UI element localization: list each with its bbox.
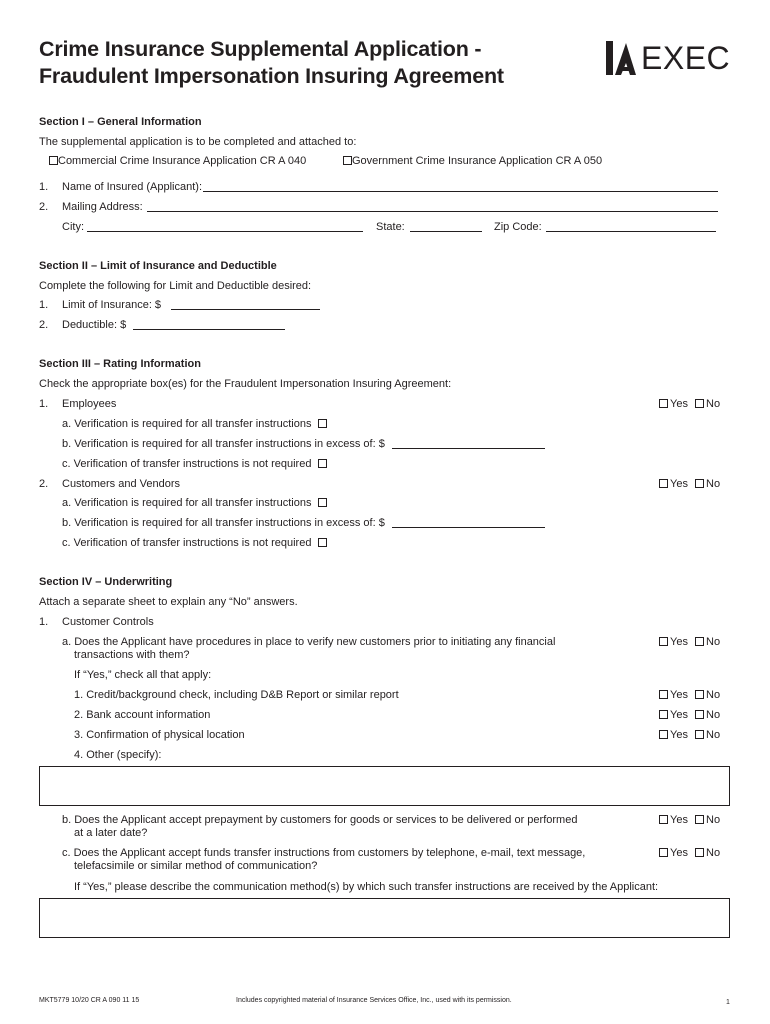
question-b-yes-no (659, 813, 720, 827)
yes-label: Yes (670, 398, 688, 410)
customers-c-label: c. Verification of transfer instructions is not required (62, 537, 312, 549)
yes-label: Yes (670, 847, 688, 859)
if-yes-check-all: If “Yes,” check all that apply: (74, 669, 212, 681)
question-a-yes-no (659, 635, 720, 649)
limit-label: Limit of Insurance: $ (62, 299, 162, 311)
item-bank-account-label: 2. Bank account information (74, 709, 211, 721)
employees-b-label: b. Verification is required for all transfer instructions in excess of: $ (62, 438, 385, 450)
employees-a-label: a. Verification is required for all transfer instructions (62, 418, 312, 430)
zip-label: Zip Code: (494, 221, 542, 233)
item-physical-location-yes-no (659, 728, 720, 742)
exec-logo (606, 40, 730, 76)
employees-c-label: c. Verification of transfer instructions is not required (62, 458, 312, 470)
item-credit-check-yes-checkbox[interactable] (659, 690, 668, 699)
question-b-yes-checkbox[interactable] (659, 815, 668, 824)
deductible-number: 2. (39, 319, 49, 331)
title-line-2: Fraudulent Impersonation Insuring Agreement (39, 64, 504, 88)
exec-logo-mark-icon (606, 41, 636, 75)
q1-number: 1. (39, 181, 49, 193)
city-label: City: (62, 221, 84, 233)
employees-c-checkbox[interactable] (318, 459, 327, 468)
question-b-line-1: b. Does the Applicant accept prepayment by customers for goods or services to be delivered or performed (62, 814, 578, 826)
item-bank-account-no-checkbox[interactable] (695, 710, 704, 719)
city-field[interactable] (87, 231, 363, 232)
item-bank-account-yes-checkbox[interactable] (659, 710, 668, 719)
yes-label: Yes (670, 636, 688, 648)
employees-c (62, 457, 327, 471)
yes-label: Yes (670, 709, 688, 721)
no-label: No (706, 689, 721, 701)
employees-a-checkbox[interactable] (318, 419, 327, 428)
customers-c (62, 536, 327, 550)
customers-vendors-yes-no (659, 477, 720, 491)
no-label: No (706, 729, 721, 741)
yes-label: Yes (670, 689, 688, 701)
customer-controls-label: Customer Controls (62, 616, 154, 628)
employees-yes-no (659, 397, 720, 411)
form-code: MKT5779 10/20 CR A 090 11 15 (39, 997, 140, 1004)
question-b-no-checkbox[interactable] (695, 815, 704, 824)
insured-name-label: Name of Insured (Applicant): (62, 181, 203, 193)
copyright-notice: Includes copyrighted material of Insurance Services Office, Inc., used with its permission. (236, 997, 512, 1004)
section-3-heading: Section III – Rating Information (39, 358, 201, 370)
option-cr-a-040-label: Commercial Crime Insurance Application CR A 040 (58, 155, 307, 167)
page-number: 1 (726, 999, 730, 1006)
yes-label: Yes (670, 729, 688, 741)
no-label: No (706, 847, 721, 859)
item-credit-check-label: 1. Credit/background check, including D&B Report or similar report (74, 689, 399, 701)
section-2-heading: Section II – Limit of Insurance and Deductible (39, 260, 277, 272)
question-c-no-checkbox[interactable] (695, 848, 704, 857)
item-physical-location-yes-checkbox[interactable] (659, 730, 668, 739)
item-credit-check-no-checkbox[interactable] (695, 690, 704, 699)
employees-b-amount-field[interactable] (392, 448, 545, 449)
section-1-intro: The supplemental application is to be completed and attached to: (39, 136, 357, 148)
no-label: No (706, 636, 721, 648)
question-c-yes-no (659, 846, 720, 860)
question-a-line-1: a. Does the Applicant have procedures in place to verify new customers prior to initiating any financial (62, 636, 556, 648)
customers-b-amount-field[interactable] (392, 527, 545, 528)
customers-vendors-number: 2. (39, 478, 49, 490)
question-a-line-2: transactions with them? (74, 649, 190, 661)
state-label: State: (376, 221, 405, 233)
customers-a-checkbox[interactable] (318, 498, 327, 507)
section-4-intro: Attach a separate sheet to explain any “No” answers. (39, 596, 298, 608)
question-c-line-2: telefacsimile or similar method of communication? (74, 860, 318, 872)
yes-label: Yes (670, 478, 688, 490)
customers-vendors-no-checkbox[interactable] (695, 479, 704, 488)
item-other-label: 4. Other (specify): (74, 749, 162, 761)
limit-field[interactable] (171, 309, 320, 310)
item-physical-location-no-checkbox[interactable] (695, 730, 704, 739)
item-credit-check-yes-no (659, 688, 720, 702)
option-cr-a-040-checkbox[interactable] (49, 156, 58, 165)
exec-logo-text: EXEC (641, 40, 731, 76)
question-b-line-2: at a later date? (74, 827, 148, 839)
no-label: No (706, 398, 721, 410)
customer-controls-number: 1. (39, 616, 49, 628)
item-bank-account-yes-no (659, 708, 720, 722)
state-field[interactable] (410, 231, 482, 232)
item-physical-location-label: 3. Confirmation of physical location (74, 729, 245, 741)
title-line-1: Crime Insurance Supplemental Application - (39, 37, 482, 61)
employees-a (62, 417, 327, 431)
page-title (39, 36, 504, 90)
employees-no-checkbox[interactable] (695, 399, 704, 408)
question-c-line-1: c. Does the Applicant accept funds transfer instructions from customers by telephone, e-mail, text message, (62, 847, 586, 859)
mailing-address-field[interactable] (147, 211, 718, 212)
option-cr-a-040 (49, 154, 306, 168)
other-specify-textbox[interactable] (39, 766, 730, 806)
customers-vendors-label: Customers and Vendors (62, 478, 181, 490)
option-cr-a-050-label: Government Crime Insurance Application CR A 050 (352, 155, 603, 167)
limit-number: 1. (39, 299, 49, 311)
customers-c-checkbox[interactable] (318, 538, 327, 547)
section-4-heading: Section IV – Underwriting (39, 576, 173, 588)
if-yes-describe: If “Yes,” please describe the communication method(s) by which such transfer instructions are received by the Applicant: (74, 881, 659, 893)
no-label: No (706, 814, 721, 826)
employees-number: 1. (39, 398, 49, 410)
option-cr-a-050 (343, 154, 602, 168)
customers-a-label: a. Verification is required for all transfer instructions (62, 497, 312, 509)
section-2-intro: Complete the following for Limit and Deductible desired: (39, 280, 312, 292)
q2-number: 2. (39, 201, 49, 213)
insured-name-field[interactable] (203, 191, 718, 192)
question-a-no-checkbox[interactable] (695, 637, 704, 646)
employees-yes-checkbox[interactable] (659, 399, 668, 408)
section-3-intro: Check the appropriate box(es) for the Fraudulent Impersonation Insuring Agreement: (39, 378, 452, 390)
employees-label: Employees (62, 398, 117, 410)
option-cr-a-050-checkbox[interactable] (343, 156, 352, 165)
section-1-heading: Section I – General Information (39, 116, 202, 128)
deductible-label: Deductible: $ (62, 319, 127, 331)
question-a-yes-checkbox[interactable] (659, 637, 668, 646)
customers-b-label: b. Verification is required for all transfer instructions in excess of: $ (62, 517, 385, 529)
deductible-field[interactable] (133, 329, 285, 330)
yes-label: Yes (670, 814, 688, 826)
no-label: No (706, 478, 721, 490)
customers-vendors-yes-checkbox[interactable] (659, 479, 668, 488)
communication-method-textbox[interactable] (39, 898, 730, 938)
mailing-address-label: Mailing Address: (62, 201, 143, 213)
question-c-yes-checkbox[interactable] (659, 848, 668, 857)
customers-a (62, 496, 327, 510)
no-label: No (706, 709, 721, 721)
zip-field[interactable] (546, 231, 716, 232)
